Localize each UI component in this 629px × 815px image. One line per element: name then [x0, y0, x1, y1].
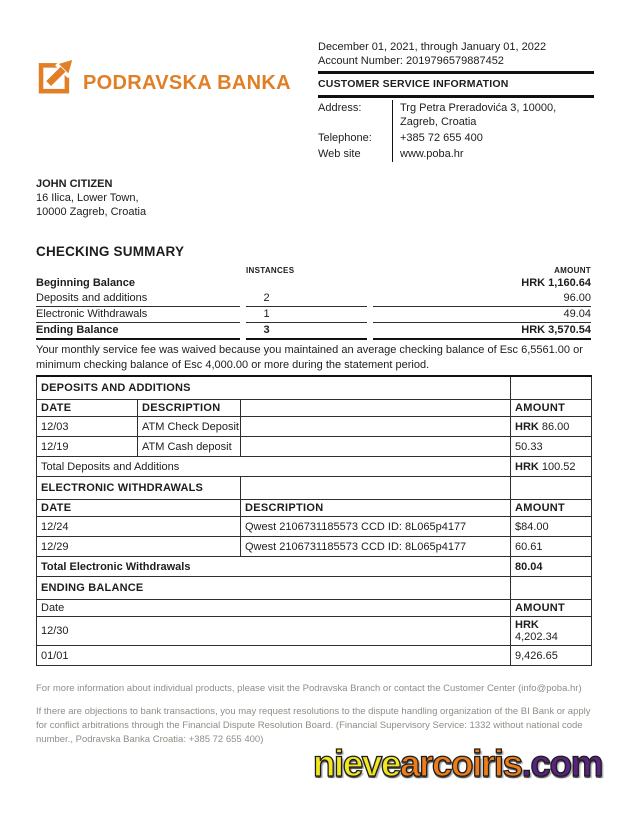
footer-paragraph-1: For more information about individual products, please visit the Podravska Branch or contact the Customer Center (info@poba.hr): [36, 683, 582, 694]
website-value: www.poba.hr: [392, 146, 594, 162]
withdrawals-total-row: Total Electronic Withdrawals 80.04: [37, 557, 592, 577]
customer-service-info: [318, 100, 594, 162]
ending-header-row: [37, 600, 592, 617]
summary-row-ending-balance: Ending Balance 3 HRK 3,570.54: [36, 323, 591, 340]
table-row: 12/19 ATM Cash deposit 50.33: [37, 437, 592, 457]
col-description: DESCRIPTION: [241, 500, 511, 517]
statement-period: December 01, 2021, through January 01, 2022: [318, 41, 547, 53]
statement-body: [36, 244, 591, 666]
ending-section-row: [37, 577, 592, 600]
customer-name: JOHN CITIZEN: [36, 178, 113, 190]
table-row: 12/30 HRK 4,202.34: [37, 617, 592, 646]
table-row: 12/24 Qwest 2106731185573 CCD ID: 8L065p4177 $84.00: [37, 517, 592, 537]
service-fee-note: Your monthly service fee was waived because you maintained an average checking balance of Esc 6,5561.00 or minimum checking balance of Esc 4,000.00 or more during the statement period.: [36, 344, 583, 371]
col-date: DATE: [37, 400, 138, 417]
customer-address-line1: 16 Ilica, Lower Town,: [36, 192, 139, 204]
withdrawals-header-row: [37, 500, 592, 517]
customer-service-title: CUSTOMER SERVICE INFORMATION: [318, 78, 509, 90]
watermark-nieve: nieve: [312, 743, 400, 784]
instances-header: INSTANCES: [246, 266, 295, 275]
col-amount: AMOUNT: [511, 400, 592, 417]
address-value: Trg Petra Preradovića 3, 10000, Zagreb, Croatia: [392, 100, 594, 130]
divider-bottom: [318, 95, 594, 98]
watermark-arcoiris: arcoiris: [399, 743, 522, 784]
col-date: DATE: [37, 500, 241, 517]
checking-summary-header-row: [36, 265, 591, 276]
deposits-header-row: [37, 400, 592, 417]
withdrawals-section-row: [37, 477, 592, 500]
col-date: Date: [37, 600, 511, 617]
customer-address-line2: 10000 Zagreb, Croatia: [36, 206, 147, 218]
account-number-value: 2019796579887452: [406, 55, 504, 67]
bank-name: PODRAVSKA BANKA: [83, 71, 291, 94]
telephone-label: Telephone:: [318, 132, 372, 144]
deposits-table: [36, 375, 592, 477]
withdrawals-title: ELECTRONIC WITHDRAWALS: [37, 477, 241, 500]
ending-balance-table: [36, 577, 592, 666]
footer-notes: [36, 682, 594, 747]
table-row: 12/29 Qwest 2106731185573 CCD ID: 8L065p4177 60.61: [37, 537, 592, 557]
table-row: 12/03 ATM Check Deposit HRK 86.00: [37, 417, 592, 437]
website-label: Web site: [318, 148, 361, 160]
account-number-line: [318, 54, 594, 68]
col-amount: AMOUNT: [511, 500, 592, 517]
checking-summary-title: CHECKING SUMMARY: [36, 244, 185, 259]
customer-address-block: [36, 177, 146, 219]
col-amount: AMOUNT: [511, 600, 592, 617]
withdrawals-table: [36, 477, 592, 577]
footer-paragraph-2: If there are objections to bank transactions, you may request resolutions to the dispute handling organization of the BI Bank or apply for conflict arbitrations through the Financial Dispute Resolution Board. (Financial Supervisory Service: 1332 without national code number., Podravska Banka Croatia: +385 72 655 400): [36, 706, 591, 745]
ending-balance-title: ENDING BALANCE: [37, 577, 511, 600]
summary-row-withdrawals: Electronic Withdrawals 1 49.04: [36, 307, 591, 323]
summary-row-deposits: Deposits and additions 2 96.00: [36, 291, 591, 307]
col-description: DESCRIPTION: [138, 400, 241, 417]
address-label: Address:: [318, 102, 362, 114]
divider-top: [318, 71, 594, 74]
amount-header: AMOUNT: [554, 266, 591, 275]
deposits-section-row: [37, 376, 592, 400]
statement-header: [318, 40, 594, 162]
telephone-value: +385 72 655 400: [392, 130, 594, 146]
bank-logo: [38, 56, 291, 96]
watermark-com: .com: [521, 743, 602, 784]
deposits-total-row: Total Deposits and Additions HRK 100.52: [37, 457, 592, 477]
table-row: 01/01 9,426.65: [37, 646, 592, 666]
watermark-logo: [313, 743, 602, 785]
bank-logo-icon: [38, 56, 76, 96]
deposits-title: DEPOSITS AND ADDITIONS: [37, 376, 511, 400]
summary-row-beginning-balance: Beginning Balance HRK 1,160.64: [36, 277, 591, 289]
account-number-label: Account Number:: [318, 55, 403, 67]
